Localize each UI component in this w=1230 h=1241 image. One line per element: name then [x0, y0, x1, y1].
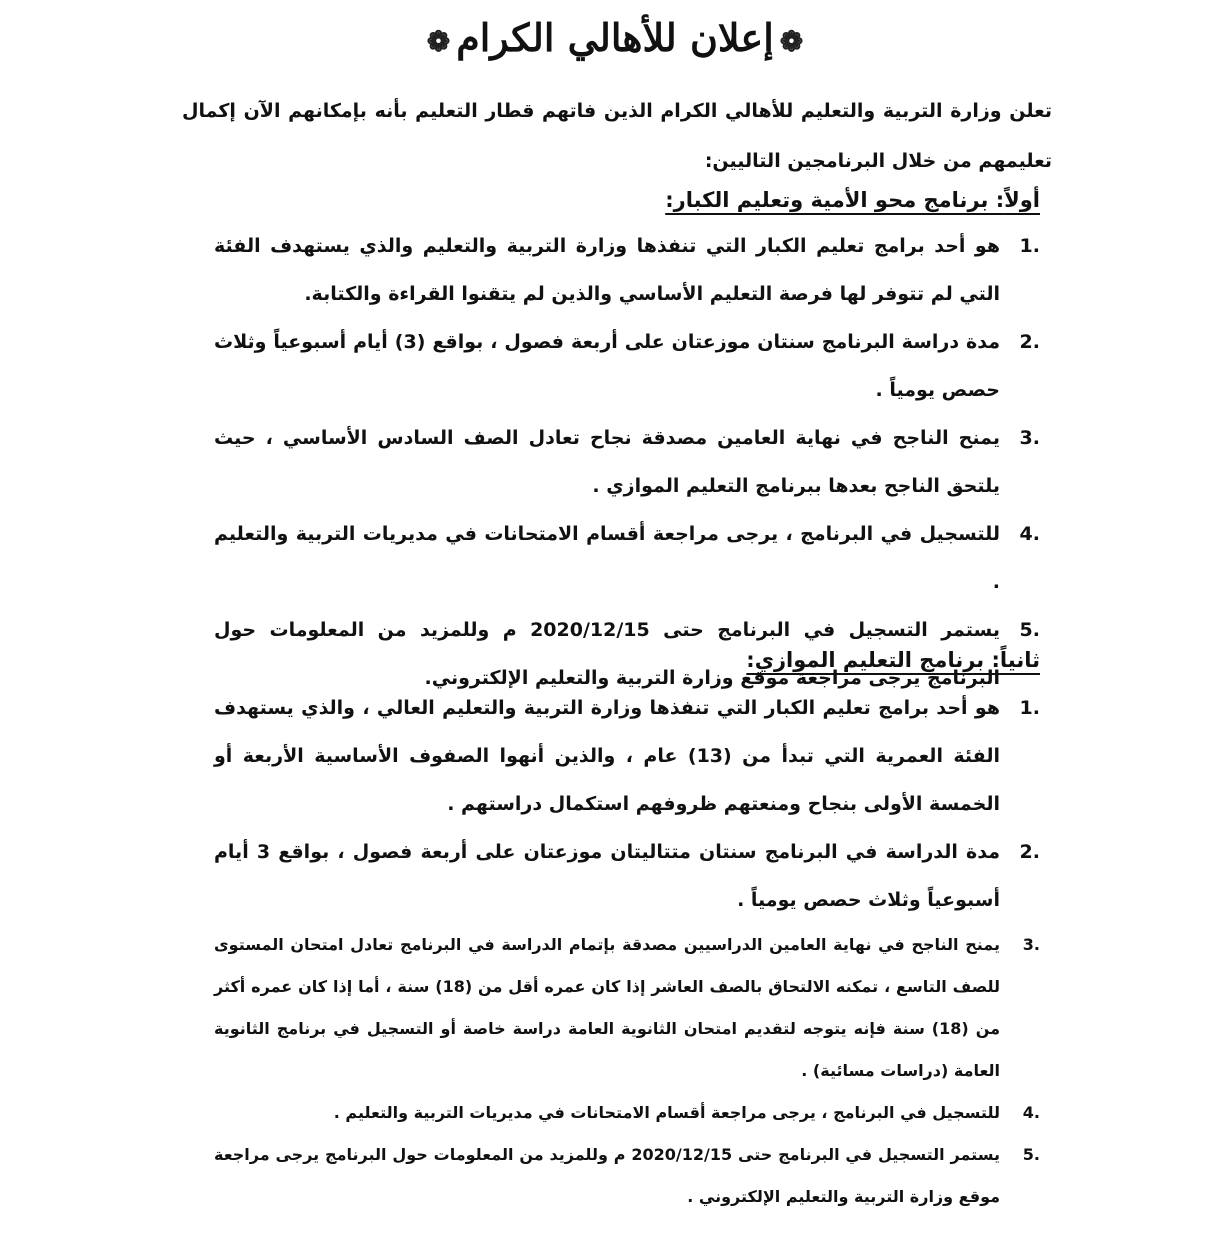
item-text: يستمر التسجيل في البرنامج حتى 2020/12/15 م وللمزيد من المعلومات حول البرنامج يرجى مراجعة موقع وزارة التربية والتعليم الإلكتروني.	[214, 619, 1000, 689]
section1-list	[214, 222, 1040, 702]
section1-heading	[665, 188, 1040, 212]
item-number: .4	[1019, 523, 1040, 545]
section1-title: : برنامج محو الأمية وتعليم الكبار:	[665, 188, 1005, 212]
item-number: .3	[1019, 427, 1040, 449]
item-number: .3	[1022, 935, 1040, 954]
list-item	[214, 318, 1040, 414]
list-item	[214, 684, 1040, 828]
list-item	[214, 510, 1040, 606]
item-text: يستمر التسجيل في البرنامج حتى 2020/12/15 م وللمزيد من المعلومات حول البرنامج يرجى مراجعة موقع وزارة التربية والتعليم الإلكتروني .	[214, 1145, 1000, 1206]
list-item	[214, 1092, 1040, 1134]
title-text: إعلان للأهالي الكرام	[456, 15, 774, 60]
section2-list	[214, 684, 1040, 1218]
section2-title: : برنامج التعليم الموازي:	[746, 648, 1000, 672]
list-item	[214, 414, 1040, 510]
ornament-right-icon: ❁	[779, 24, 804, 58]
item-number: .1	[1019, 235, 1040, 257]
intro-paragraph: تعلن وزارة التربية والتعليم للأهالي الكرام الذين فاتهم قطار التعليم بأنه بإمكانهم الآن إكمال تعليمهم من خلال البرنامجين التاليين:	[182, 100, 1052, 172]
list-item	[214, 222, 1040, 318]
page-title	[0, 8, 1230, 72]
item-text: للتسجيل في البرنامج ، يرجى مراجعة أقسام الامتحانات في مديريات التربية والتعليم .	[333, 1103, 1000, 1122]
item-number: .4	[1022, 1103, 1040, 1122]
item-number: .5	[1019, 619, 1040, 641]
item-number: .2	[1019, 331, 1040, 353]
ornament-left-icon: ❁	[426, 24, 451, 58]
item-text: مدة دراسة البرنامج سنتان موزعتان على أربعة فصول ، بواقع (3) أيام أسبوعياً وثلاث حصص يومياً .	[214, 331, 1001, 401]
item-text: يمنح الناجح في نهاية العامين الدراسيين مصدقة بإتمام الدراسة في البرنامج تعادل امتحان المستوى للصف التاسع ، تمكنه الالتحاق بالصف العاشر إذا كان عمره أقل من (18) سنة ، أما إذا كان عمره أكثر من (18) سنة فإنه يتوجه لتقديم امتحان الثانوية العامة دراسة خاصة أو التسجيل في برنامج الثانوية العامة (دراسات مسائية) .	[214, 935, 1001, 1080]
item-text: يمنح الناجح في نهاية العامين مصدقة نجاح تعادل الصف السادس الأساسي ، حيث يلتحق الناجح بعدها ببرنامج التعليم الموازي .	[214, 427, 1000, 497]
section2-heading	[746, 648, 1040, 672]
section2-label: ثانياً	[999, 648, 1040, 672]
item-number: .2	[1019, 841, 1040, 863]
list-item	[214, 1134, 1040, 1218]
item-text: مدة الدراسة في البرنامج سنتان متتاليتان موزعتان على أربعة فصول ، بواقع 3 أيام أسبوعياً وثلاث حصص يومياً .	[214, 841, 1000, 911]
section1-label: أولاً	[1004, 188, 1040, 212]
item-text: للتسجيل في البرنامج ، يرجى مراجعة أقسام الامتحانات في مديريات التربية والتعليم .	[214, 523, 1000, 593]
list-item	[214, 924, 1040, 1092]
item-text: هو أحد برامج تعليم الكبار التي تنفذها وزارة التربية والتعليم والذي يستهدف الفئة التي لم تتوفر لها فرصة التعليم الأساسي والذين لم يتقنوا القراءة والكتابة.	[214, 235, 1000, 305]
item-number: .5	[1022, 1145, 1040, 1164]
item-number: .1	[1019, 697, 1040, 719]
item-text: هو أحد برامج تعليم الكبار التي تنفذها وزارة التربية والتعليم العالي ، والذي يستهدف الفئة العمرية التي تبدأ من (13) عام ، والذين أنهوا الصفوف الأساسية الأربعة أو الخمسة الأولى بنجاح ومنعتهم ظروفهم استكمال دراستهم .	[214, 697, 1000, 815]
list-item	[214, 828, 1040, 924]
